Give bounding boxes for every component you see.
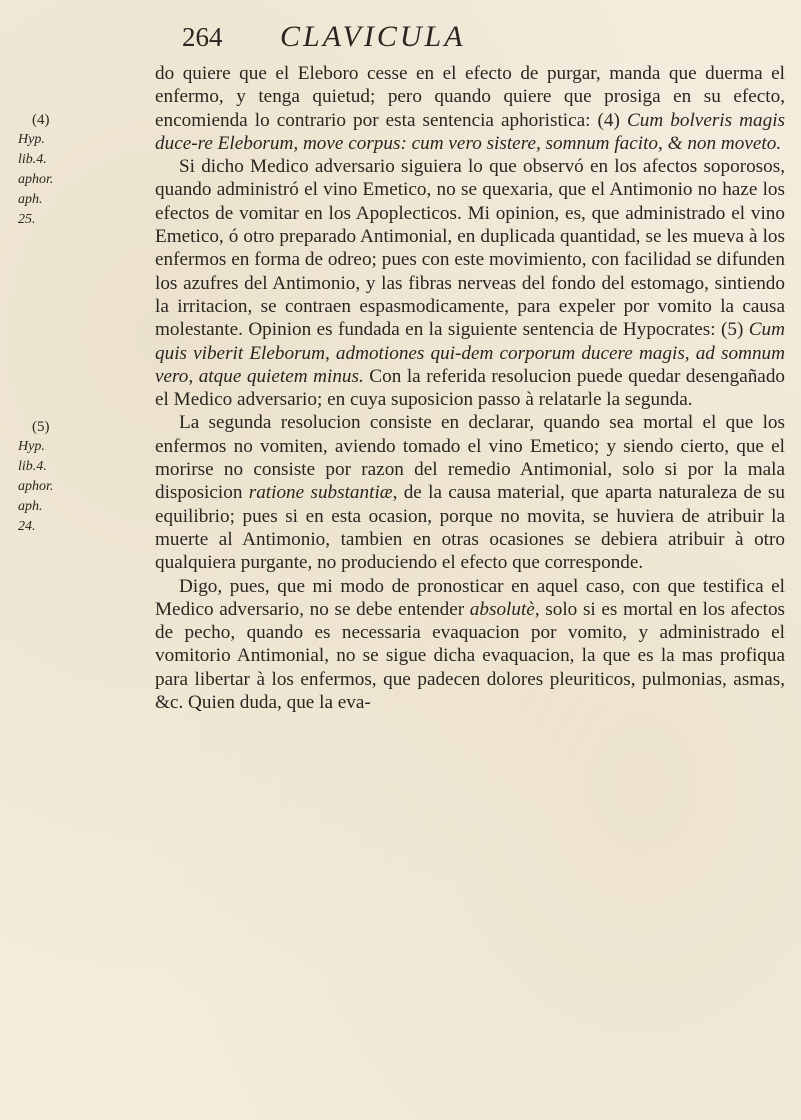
margin-note-line: Hyp. lib.4. [18,439,47,474]
margin-note-4 [18,110,74,230]
text-segment: Con la referida resolucion puede quedar desengañado el Medico adversario; en cuya suposicion passo à relatarle la segunda. [155,365,786,411]
margin-note-5 [18,417,74,537]
margin-note-line: Hyp. lib.4. [18,132,47,167]
text-segment: Si dicho Medico adversario siguiera lo que observó en los afectos soporosos, quando administró el vino Emetico, no se quexaria, que el Antimonio no haze los efectos de vomitar en los Apoplecticos. Mi opinion, es, que administrado el vino Emetico, ó otro preparado Antimonial, en duplicada quantidad, se les mueva à los enfermos en forma de odreo; pues con este movimiento, con facilidad se difunden los azufres del Antimonio, y las fibras nerveas del fondo del estomago, sintiendo la irritacion, se contraen espasmodicamente, para expeler por vomito la causa molestante. Opinion es fundada en la siguiente sentencia de Hypocrates: (5) [155,156,785,341]
paragraph [155,155,785,411]
running-title: CLAVICULA [280,20,466,53]
page-number: 264 [182,22,223,52]
latin-quotation: Cum bolveris magis duce-re Eleborum, move corpus: cum vero sistere, somnum facito, & non moveto. [155,109,785,154]
paragraph [155,62,785,155]
margin-note-line: aphor. aph. [18,479,54,514]
text-segment: Digo, pues, que mi modo de pronosticar en aquel caso, con que testifica el Medico adversario, no se debe entender [155,575,785,620]
margin-note-number: (4) [32,112,50,128]
latin-quotation: ratione substantiæ [248,482,393,504]
latin-quotation: Cum quis viberit Eleborum, admotiones qui-dem corporum ducere magis, ad somnum vero, atque quietem minus. [155,319,785,387]
margin-note-line: 25. [18,212,36,227]
paragraph [155,411,785,574]
page-header [160,18,760,58]
margin-note-number: (5) [32,419,50,435]
text-segment: do quiere que el Eleboro cesse en el efecto de purgar, manda que duerma el enfermo, y tenga quietud; pero quando quiere que prosiga en su efecto, encomienda lo contrario por esta sentencia aphoristica: (4) [155,63,785,131]
margin-note-line: 24. [18,519,36,534]
latin-quotation: absolutè [469,598,535,620]
paragraph [155,575,785,715]
margin-note-line: aphor. aph. [18,172,54,207]
text-segment: , de la causa material, que aparta naturaleza de su equilibrio; pues si en esta ocasion, porque no movita, se huviera de atribuir la muerte al Antimonio, tambien en otras ocasiones se debiera atribuir à otro qualquiera purgante, no produciendo el efecto que corresponde. [155,482,785,574]
text-segment: La segunda resolucion consiste en declarar, quando sea mortal el que los enfermos no vomiten, aviendo tomado el vino Emetico; y siendo cierto, que el morirse no consiste por razon del remedio Antimonial, solo si por la mala disposicion [155,412,785,504]
body-text [155,62,785,714]
text-segment: , solo si es mortal en los afectos de pecho, quando es necessaria evaquacion por vomito, y administrado el vomitorio Antimonial, no se sigue dicha evaquacion, la que es la mas profiqua para libertar à los enfermos, que padecen dolores pleuriticos, pulmonias, asmas, &c. Quien duda, que la eva- [155,598,786,714]
